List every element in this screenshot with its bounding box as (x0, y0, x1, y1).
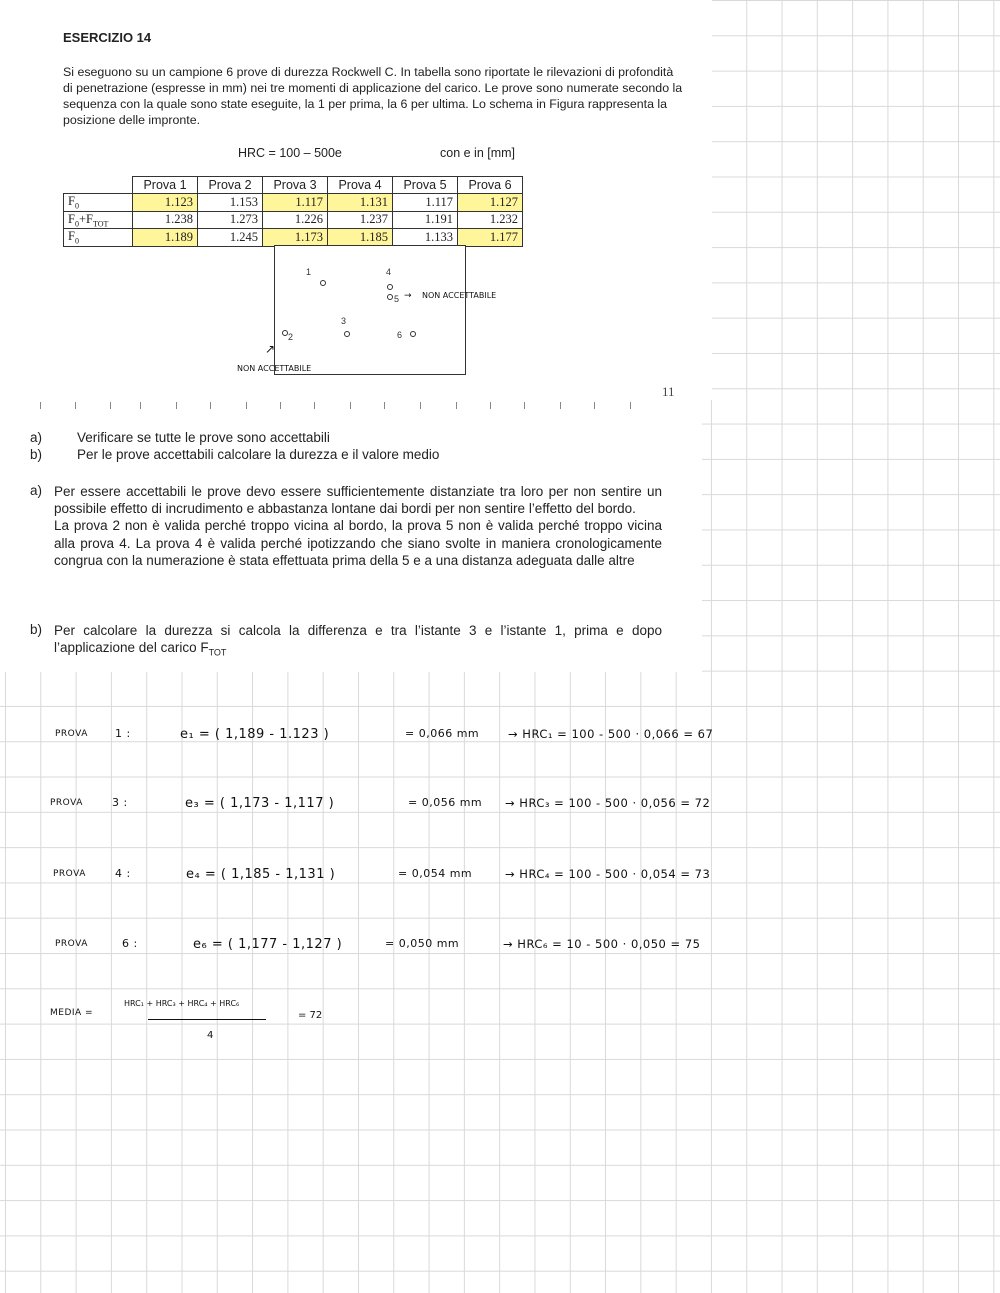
table-cell: 1.117 (263, 194, 328, 212)
indent-3 (344, 331, 350, 337)
handwritten-prova-label: PROVA (50, 798, 83, 808)
table-header: Prova 5 (393, 177, 458, 194)
handwritten-e-calc: e₆ = ( 1,177 - 1,127 ) (193, 937, 343, 952)
exercise-title: ESERCIZIO 14 (63, 30, 152, 45)
table-corner (64, 177, 133, 194)
table-header: Prova 6 (458, 177, 523, 194)
handwritten-prova-number: 6 : (122, 937, 138, 950)
page-number: 11 (662, 384, 675, 399)
table-header: Prova 2 (198, 177, 263, 194)
table-cell: 1.232 (458, 211, 523, 229)
table-cell: 1.127 (458, 194, 523, 212)
media-denominator: 4 (207, 1030, 214, 1041)
handwritten-e-result: = 0,050 mm (385, 937, 460, 950)
media-result: = 72 (298, 1010, 323, 1021)
table-header-row (64, 177, 523, 194)
handwritten-prova-number: 3 : (112, 796, 128, 809)
question-b-letter: b) (30, 447, 43, 462)
table-cell: 1.123 (133, 194, 198, 212)
handwritten-e-calc: e₁ = ( 1,189 - 1.123 ) (180, 727, 330, 742)
table-header: Prova 1 (133, 177, 198, 194)
table-cell: 1.153 (198, 194, 263, 212)
handwritten-e-result: = 0,066 mm (405, 727, 480, 740)
question-a-text: Verificare se tutte le prove sono accettabili (77, 430, 330, 445)
annotation-not-acceptable-2: NON ACCETTABILE (237, 364, 312, 373)
handwritten-hrc-calc: → HRC₃ = 100 - 500 · 0,056 = 72 (505, 796, 711, 810)
table-cell: 1.177 (458, 229, 523, 247)
indentation-scheme (274, 245, 466, 375)
row-label: $F_0+F_{TOT}$ (64, 211, 133, 229)
scheme-label-1: 1 (306, 267, 312, 277)
answer-b-subscript: TOT (208, 647, 227, 658)
scheme-label-3: 3 (341, 316, 347, 326)
row-label: $F_0$ (64, 194, 133, 212)
table-cell: 1.131 (328, 194, 393, 212)
scheme-label-6: 6 (397, 330, 403, 340)
arrow-up-icon: ↗ (265, 342, 276, 356)
table-cell: 1.185 (328, 229, 393, 247)
table-cell: 1.117 (393, 194, 458, 212)
handwritten-hrc-calc: → HRC₁ = 100 - 500 · 0,066 = 67 (508, 727, 714, 741)
arrow-icon: → (404, 291, 412, 301)
table-row (64, 229, 523, 247)
handwritten-prova-label: PROVA (55, 729, 88, 739)
media-label: MEDIA = (50, 1008, 94, 1018)
handwritten-e-calc: e₃ = ( 1,173 - 1,117 ) (185, 796, 335, 811)
question-b-text: Per le prove accettabili calcolare la durezza e il valore medio (77, 447, 440, 462)
handwritten-prova-label: PROVA (55, 939, 88, 949)
formula-unit-note: con e in [mm] (440, 146, 516, 160)
table-header: Prova 3 (263, 177, 328, 194)
handwritten-e-result: = 0,056 mm (408, 796, 483, 809)
indent-5 (387, 294, 393, 300)
handwritten-e-result: = 0,054 mm (398, 867, 473, 880)
handwritten-prova-label: PROVA (53, 869, 86, 879)
hrc-formula: HRC = 100 – 500e (238, 146, 342, 160)
scheme-label-4: 4 (386, 267, 392, 277)
table-cell: 1.173 (263, 229, 328, 247)
question-a-letter: a) (30, 430, 43, 445)
table-header: Prova 4 (328, 177, 393, 194)
handwritten-prova-number: 4 : (115, 867, 131, 880)
table-cell: 1.245 (198, 229, 263, 247)
scheme-label-5: 5 (394, 294, 400, 304)
table-cell: 1.238 (133, 211, 198, 229)
page-divider (30, 402, 702, 410)
handwritten-prova-number: 1 : (115, 727, 131, 740)
row-label: $F_0$ (64, 229, 133, 247)
annotation-not-acceptable-5: NON ACCETTABILE (422, 291, 497, 300)
handwritten-hrc-calc: → HRC₄ = 100 - 500 · 0,054 = 73 (505, 867, 711, 881)
exercise-intro: Si eseguono su un campione 6 prove di durezza Rockwell C. In tabella sono riportate le rilevazioni di profondità di penetrazione (espresse in mm) nei tre momenti di applicazione del carico. Le prove sono numerate secondo la sequenza con la quale sono state eseguite, la 1 per prima, la 6 per ultima. Lo schema in Figura rappresenta la posizione delle impronte. (63, 65, 683, 127)
handwritten-e-calc: e₄ = ( 1,185 - 1,131 ) (186, 867, 336, 882)
table-cell: 1.273 (198, 211, 263, 229)
table-cell: 1.237 (328, 211, 393, 229)
handwritten-hrc-calc: → HRC₆ = 10 - 500 · 0,050 = 75 (503, 937, 701, 951)
table-cell: 1.133 (393, 229, 458, 247)
table-cell: 1.189 (133, 229, 198, 247)
scheme-label-2: 2 (288, 332, 294, 342)
answer-b-text (54, 622, 662, 662)
table-cell: 1.191 (393, 211, 458, 229)
media-numerator: HRC₁ + HRC₃ + HRC₄ + HRC₆ (124, 999, 240, 1008)
indent-1 (320, 280, 326, 286)
answer-a-letter: a) (30, 483, 43, 498)
answer-b-letter: b) (30, 622, 43, 637)
table-row (64, 194, 523, 212)
table-row (64, 211, 523, 229)
table-cell: 1.226 (263, 211, 328, 229)
fraction-bar (148, 1019, 266, 1020)
measurements-table (63, 176, 523, 247)
indent-4 (387, 284, 393, 290)
indent-6 (410, 331, 416, 337)
answer-b-body: Per calcolare la durezza si calcola la differenza e tra l’istante 3 e l’istante 1, prima e dopo l’applicazione del carico F (54, 623, 662, 656)
answer-a-text: Per essere accettabili le prove devo essere sufficientemente distanziate tra loro per non sentire un possibile effetto di incrudimento e abbastanza lontane dai bordi per non sentire l’effetto del bordo. La prova 2 non è valida perché troppo vicina al bordo, la prova 5 non è valida perché troppo vicina alla prova 4. La prova 4 è valida perché ipotizzando che siano svolte in maniera cronologicamente congrua con la numerazione è stata effettuata prima della 5 e a una distanza adeguata dalle altre (54, 484, 662, 568)
